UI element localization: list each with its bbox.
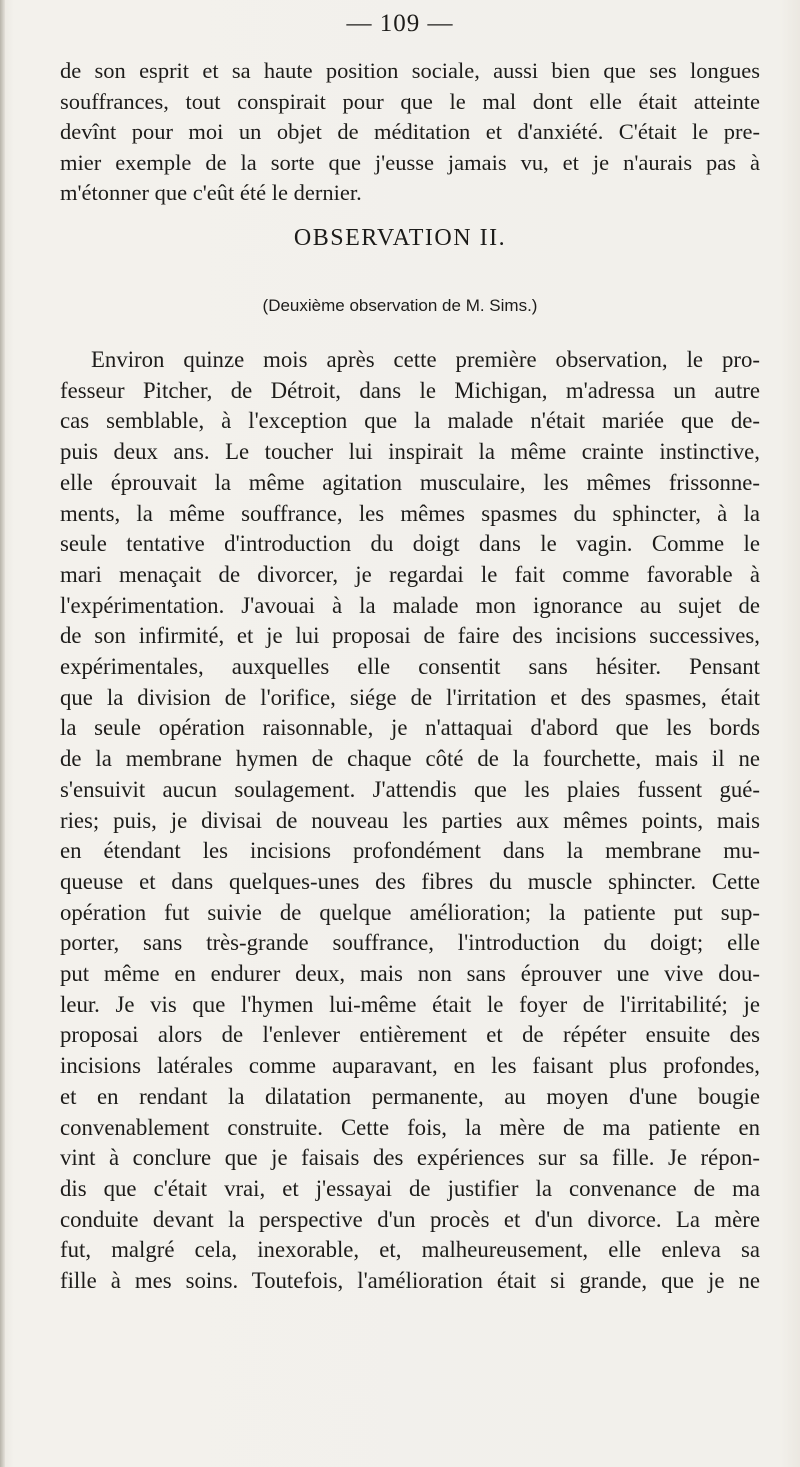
text-line: proposai alors de l'enlever entièrement et de répéter ensuite des bbox=[60, 1022, 760, 1048]
text-line: la seule opération raisonnable, je n'attaquai d'abord que les bords bbox=[60, 715, 760, 741]
text-line: fesseur Pitcher, de Détroit, dans le Michigan, m'adressa un autre bbox=[60, 377, 760, 403]
text-line: queuse et dans quelques-unes des fibres du muscle sphincter. Cette bbox=[60, 868, 760, 894]
text-line: leur. Je vis que l'hymen lui-même était le foyer de l'irritabilité; je bbox=[60, 991, 760, 1017]
text-line: mari menaçait de divorcer, je regardai le fait comme favorable à bbox=[60, 561, 760, 587]
text-line: fut, malgré cela, inexorable, et, malheureusement, elle enleva sa bbox=[60, 1237, 760, 1263]
page-number: — 109 — bbox=[346, 10, 454, 37]
text-line: de son esprit et sa haute position sociale, aussi bien que ses longues bbox=[60, 58, 760, 83]
text-line: dis que c'était vrai, et j'essayai de justifier la convenance de ma bbox=[60, 1175, 760, 1201]
page-edge-shadow bbox=[0, 0, 5, 1467]
text-line: puis deux ans. Le toucher lui inspirait la même crainte instinctive, bbox=[60, 439, 760, 465]
text-line: cas semblable, à l'exception que la malade n'était mariée que de- bbox=[60, 408, 760, 434]
text-line: s'ensuivit aucun soulagement. J'attendis que les plaies fussent gué- bbox=[60, 776, 760, 802]
text-line: elle éprouvait la même agitation musculaire, les mêmes frissonne- bbox=[60, 469, 760, 495]
text-line: expérimentales, auxquelles elle consentit sans hésiter. Pensant bbox=[60, 654, 760, 680]
text-line: l'expérimentation. J'avouai à la malade mon ignorance au sujet de bbox=[60, 592, 760, 618]
text-line: conduite devant la perspective d'un procès et d'un divorce. La mère bbox=[60, 1206, 760, 1232]
section-title: OBSERVATION II. bbox=[293, 225, 507, 251]
text-line: seule tentative d'introduction du doigt dans le vagin. Comme le bbox=[60, 531, 760, 557]
text-line: convenablement construite. Cette fois, la mère de ma patiente en bbox=[60, 1114, 760, 1140]
text-line: put même en endurer deux, mais non sans éprouver une vive dou- bbox=[60, 961, 760, 987]
text-line: Environ quinze mois après cette première observation, le pro- bbox=[91, 347, 760, 372]
section-subtitle: (Deuxième observation de M. Sims.) bbox=[262, 296, 538, 315]
text-line: devînt pour moi un objet de méditation et d'anxiété. C'était le pre- bbox=[60, 119, 760, 144]
text-line: que la division de l'orifice, siége de l'irritation et des spasmes, était bbox=[60, 684, 760, 710]
text-line: fille à mes soins. Toutefois, l'amélioration était si grande, que je ne bbox=[60, 1268, 760, 1294]
text-line: opération fut suivie de quelque amélioration; la patiente put sup- bbox=[60, 899, 760, 925]
text-line: incisions latérales comme auparavant, en les faisant plus profondes, bbox=[60, 1053, 760, 1079]
text-line: souffrances, tout conspirait pour que le mal dont elle était atteinte bbox=[60, 88, 760, 114]
text-line: et en rendant la dilatation permanente, au moyen d'une bougie bbox=[60, 1083, 760, 1109]
opening-paragraph bbox=[60, 56, 760, 209]
text-line: mier exemple de la sorte que j'eusse jamais vu, et je n'aurais pas à bbox=[60, 149, 760, 175]
text-line: m'étonner que c'eût été le dernier. bbox=[60, 180, 362, 205]
text-line: de son infirmité, et je lui proposai de faire des incisions successives, bbox=[60, 623, 760, 649]
text-line: de la membrane hymen de chaque côté de la fourchette, mais il ne bbox=[60, 746, 760, 772]
text-line: ments, la même souffrance, les mêmes spasmes du sphincter, à la bbox=[60, 500, 760, 526]
text-line: en étendant les incisions profondément dans la membrane mu- bbox=[60, 838, 760, 864]
text-line: ries; puis, je divisai de nouveau les parties aux mêmes points, mais bbox=[60, 807, 760, 833]
observation-paragraph bbox=[60, 345, 760, 1297]
text-line: porter, sans très-grande souffrance, l'introduction du doigt; elle bbox=[60, 930, 760, 956]
text-line: vint à conclure que je faisais des expériences sur sa fille. Je répon- bbox=[60, 1145, 760, 1171]
